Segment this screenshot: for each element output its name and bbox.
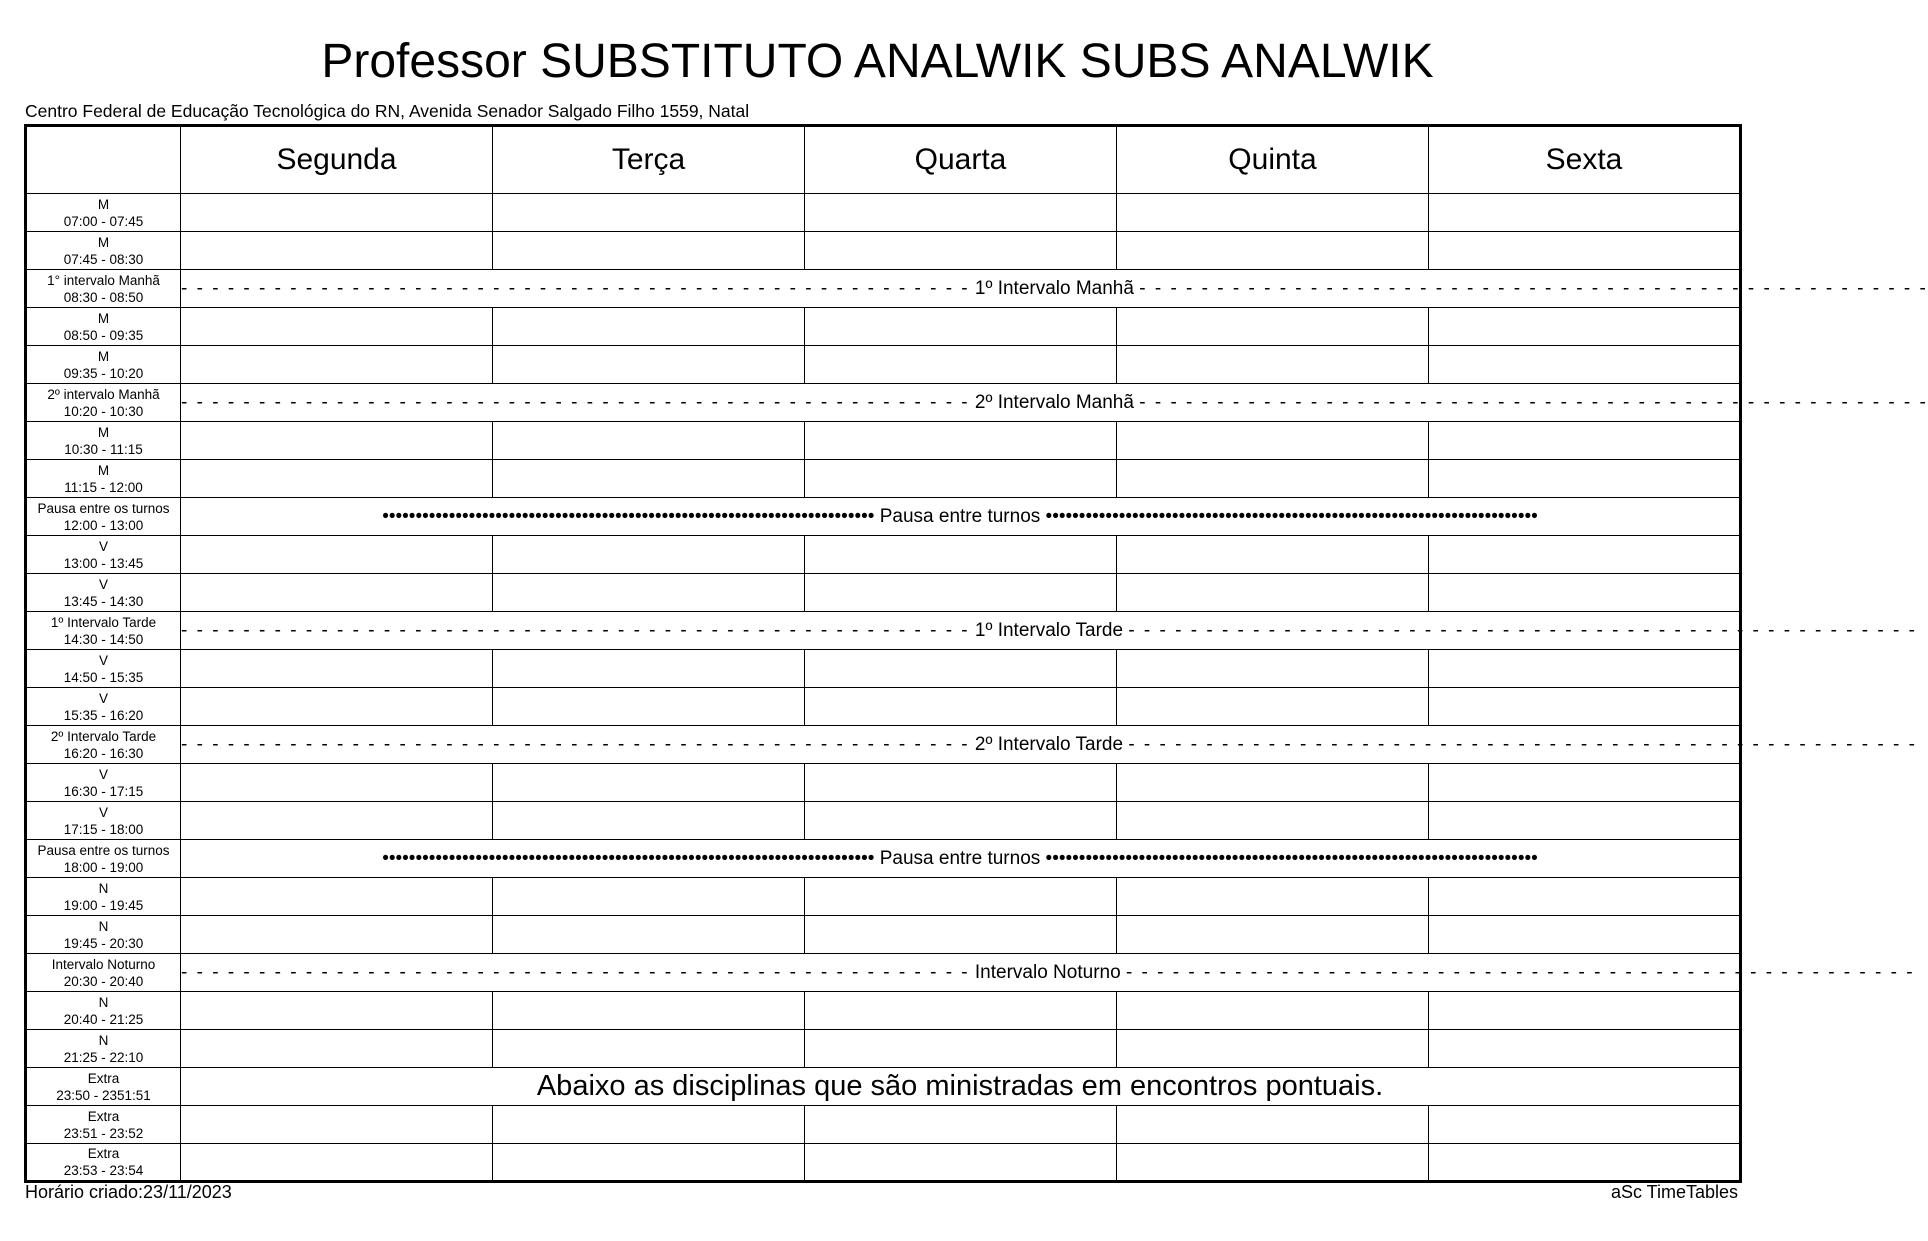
day-header-row (26, 126, 1741, 194)
lesson-cell[interactable] (1117, 802, 1429, 840)
period-name: 1º Intervalo Tarde (50, 614, 157, 630)
time-slot-label (26, 422, 181, 460)
brand-credit: aSc TimeTables (1610, 1182, 1738, 1202)
lesson-cell[interactable] (1117, 916, 1429, 954)
period-time: 19:00 - 19:45 (63, 897, 144, 913)
lesson-cell[interactable] (493, 992, 805, 1030)
lesson-cell[interactable] (805, 1106, 1117, 1144)
dot-line: •••••••••••••••••••••••••••••••••••••••••••••••••••••••••••••••••••••••••• (1045, 847, 1538, 869)
dash-line: - - - - - - - - - - - - - - - - - - - - - - - - - - - - - - - - - - - - - - - - - - - - - - - - - - - (1128, 619, 1917, 641)
period-name: Extra (87, 1070, 120, 1086)
lesson-cell[interactable] (1117, 1144, 1429, 1182)
lesson-cell[interactable] (181, 1144, 493, 1182)
lesson-cell[interactable] (181, 536, 493, 574)
lesson-cell[interactable] (181, 346, 493, 384)
time-slot-label (26, 232, 181, 270)
time-slot-label (26, 460, 181, 498)
dot-line: •••••••••••••••••••••••••••••••••••••••••••••••••••••••••••••••••••••••••• (1045, 505, 1538, 527)
period-time: 23:51 - 23:52 (63, 1125, 144, 1141)
break-banner (181, 726, 1917, 764)
lesson-cell[interactable] (1429, 802, 1741, 840)
period-name: N (98, 880, 109, 896)
time-slot-label (26, 1068, 181, 1106)
lesson-cell[interactable] (805, 802, 1117, 840)
dash-line: - - - - - - - - - - - - - - - - - - - - - - - - - - - - - - - - - - - - - - - - - - - - - - - - - - - (181, 391, 970, 413)
break-row (26, 954, 1741, 992)
day-header-quinta: Quinta (1117, 126, 1429, 194)
lesson-cell[interactable] (493, 764, 805, 802)
period-name: N (98, 918, 109, 934)
lesson-cell[interactable] (493, 1030, 805, 1068)
lesson-cell[interactable] (1429, 878, 1741, 916)
period-name: V (98, 576, 108, 592)
lesson-cell[interactable] (1117, 422, 1429, 460)
period-time: 07:45 - 08:30 (63, 251, 144, 267)
timetable-row (26, 422, 1741, 460)
lesson-cell[interactable] (181, 764, 493, 802)
time-slot-label (26, 1144, 181, 1182)
period-time: 07:00 - 07:45 (63, 213, 144, 229)
lesson-cell[interactable] (1429, 1144, 1741, 1182)
period-time: 08:50 - 09:35 (63, 327, 144, 343)
time-slot-label (26, 498, 181, 536)
period-name: V (98, 804, 108, 820)
time-slot-label (26, 612, 181, 650)
lesson-cell[interactable] (1429, 688, 1741, 726)
day-header-segunda: Segunda (181, 126, 493, 194)
pause-row (26, 840, 1741, 878)
time-slot-label (26, 954, 181, 992)
period-name: M (97, 234, 110, 250)
lesson-cell[interactable] (1429, 992, 1741, 1030)
lesson-cell[interactable] (1429, 232, 1741, 270)
lesson-cell[interactable] (493, 422, 805, 460)
lesson-cell[interactable] (493, 1106, 805, 1144)
lesson-cell[interactable] (181, 460, 493, 498)
break-label: 2º Intervalo Manhã (974, 391, 1134, 413)
time-slot-label (26, 574, 181, 612)
period-time: 14:30 - 14:50 (63, 631, 144, 647)
lesson-cell[interactable] (805, 916, 1117, 954)
lesson-cell[interactable] (181, 916, 493, 954)
lesson-cell[interactable] (1117, 1030, 1429, 1068)
lesson-cell[interactable] (493, 878, 805, 916)
period-name: Extra (87, 1146, 120, 1161)
break-label: Pausa entre turnos (879, 505, 1041, 527)
time-slot-label (26, 346, 181, 384)
lesson-cell[interactable] (493, 346, 805, 384)
break-banner (181, 954, 1915, 992)
timetable-row (26, 650, 1741, 688)
lesson-cell[interactable] (1429, 574, 1741, 612)
dash-line: - - - - - - - - - - - - - - - - - - - - - - - - - - - - - - - - - - - - - - - - - - - - - - - - - - - (1128, 733, 1917, 755)
time-slot-label (26, 308, 181, 346)
time-slot-label (26, 1030, 181, 1068)
period-name: N (98, 994, 109, 1010)
timetable-row (26, 232, 1741, 270)
lesson-cell[interactable] (805, 764, 1117, 802)
lesson-cell[interactable] (805, 574, 1117, 612)
timetable-row (26, 194, 1741, 232)
lesson-cell[interactable] (805, 992, 1117, 1030)
pause-row (26, 498, 1741, 536)
lesson-cell[interactable] (181, 194, 493, 232)
period-name: 2º Intervalo Tarde (50, 728, 157, 744)
lesson-cell[interactable] (805, 194, 1117, 232)
dash-line: - - - - - - - - - - - - - - - - - - - - - - - - - - - - - - - - - - - - - - - - - - - - - - - - - - - (181, 277, 970, 299)
lesson-cell[interactable] (181, 1106, 493, 1144)
lesson-cell[interactable] (1429, 194, 1741, 232)
period-time: 13:00 - 13:45 (63, 555, 144, 571)
lesson-cell[interactable] (493, 460, 805, 498)
lesson-cell[interactable] (805, 1030, 1117, 1068)
time-slot-label (26, 764, 181, 802)
lesson-cell[interactable] (1117, 536, 1429, 574)
dash-line: - - - - - - - - - - - - - - - - - - - - - - - - - - - - - - - - - - - - - - - - - - - - - - - - - - - (181, 961, 970, 983)
time-slot-label (26, 992, 181, 1030)
lesson-cell[interactable] (181, 308, 493, 346)
timetable-row (26, 802, 1741, 840)
lesson-cell[interactable] (805, 688, 1117, 726)
period-time: 19:45 - 20:30 (63, 935, 144, 951)
time-slot-label (26, 270, 181, 308)
timetable-row (26, 916, 1741, 954)
dash-line: - - - - - - - - - - - - - - - - - - - - - - - - - - - - - - - - - - - - - - - - - - - - - - - - - - - (1125, 961, 1915, 983)
lesson-cell[interactable] (181, 688, 493, 726)
period-name: V (98, 652, 108, 668)
timetable-row (26, 574, 1741, 612)
period-name: V (98, 538, 108, 554)
lesson-cell[interactable] (1117, 764, 1429, 802)
lesson-cell[interactable] (493, 536, 805, 574)
corner-cell (26, 126, 181, 194)
page-title: Professor SUBSTITUTO ANALWIK SUBS ANALWIK (321, 35, 1434, 88)
period-time: 08:30 - 08:50 (63, 289, 144, 305)
lesson-cell[interactable] (1117, 308, 1429, 346)
lesson-cell[interactable] (181, 574, 493, 612)
lesson-cell[interactable] (1429, 346, 1741, 384)
timetable-row (26, 346, 1741, 384)
timetable (24, 124, 1928, 1183)
time-slot-label (26, 688, 181, 726)
period-name: Extra (87, 1108, 120, 1124)
period-name: Intervalo Noturno (51, 956, 156, 972)
institution-address: Centro Federal de Educação Tecnológica do RN, Avenida Senador Salgado Filho 1559, Natal (25, 101, 750, 121)
dot-line: •••••••••••••••••••••••••••••••••••••••••••••••••••••••••••••••••••••••••• (382, 505, 875, 527)
timetable-row (26, 1030, 1741, 1068)
lesson-cell[interactable] (1117, 1106, 1429, 1144)
lesson-cell[interactable] (1117, 346, 1429, 384)
break-label: Intervalo Noturno (974, 961, 1121, 983)
lesson-cell[interactable] (1117, 232, 1429, 270)
lesson-cell[interactable] (1429, 460, 1741, 498)
period-name: Pausa entre os turnos (37, 842, 170, 858)
dash-line: - - - - - - - - - - - - - - - - - - - - - - - - - - - - - - - - - - - - - - - - - - - - - - - - - - - (1139, 391, 1928, 413)
break-row (26, 270, 1741, 308)
time-slot-label (26, 194, 181, 232)
time-slot-label (26, 878, 181, 916)
lesson-cell[interactable] (805, 346, 1117, 384)
time-slot-label (26, 536, 181, 574)
timetable-row (26, 764, 1741, 802)
period-name: M (97, 462, 110, 478)
lesson-cell[interactable] (1117, 650, 1429, 688)
lesson-cell[interactable] (493, 1144, 805, 1182)
period-name: M (97, 424, 110, 440)
period-time: 20:40 - 21:25 (63, 1011, 144, 1027)
period-time: 23:53 - 23:54 (63, 1163, 144, 1178)
lesson-cell[interactable] (1117, 574, 1429, 612)
timetable-row (26, 536, 1741, 574)
break-row (26, 612, 1741, 650)
dash-line: - - - - - - - - - - - - - - - - - - - - - - - - - - - - - - - - - - - - - - - - - - - - - - - - - - - (181, 619, 970, 641)
dot-line: •••••••••••••••••••••••••••••••••••••••••••••••••••••••••••••••••••••••••• (382, 847, 875, 869)
lesson-cell[interactable] (805, 422, 1117, 460)
lesson-cell[interactable] (493, 232, 805, 270)
timetable-row (26, 308, 1741, 346)
period-time: 21:25 - 22:10 (63, 1049, 144, 1065)
lesson-cell[interactable] (805, 1144, 1117, 1182)
lesson-cell[interactable] (805, 878, 1117, 916)
time-slot-label (26, 384, 181, 422)
period-time: 18:00 - 19:00 (63, 859, 144, 875)
timetable-row (26, 878, 1741, 916)
day-header-quarta: Quarta (805, 126, 1117, 194)
dash-line: - - - - - - - - - - - - - - - - - - - - - - - - - - - - - - - - - - - - - - - - - - - - - - - - - - - (181, 733, 970, 755)
lesson-cell[interactable] (1429, 764, 1741, 802)
break-label: 1º Intervalo Tarde (974, 619, 1124, 641)
break-label: 1º Intervalo Manhã (974, 277, 1134, 299)
lesson-cell[interactable] (1429, 422, 1741, 460)
lesson-cell[interactable] (1429, 1106, 1741, 1144)
lesson-cell[interactable] (805, 308, 1117, 346)
period-name: Pausa entre os turnos (37, 500, 170, 516)
lesson-cell[interactable] (493, 574, 805, 612)
time-slot-label (26, 726, 181, 764)
period-name: N (98, 1032, 109, 1048)
period-name: 2º intervalo Manhã (47, 386, 160, 402)
day-header-sexta: Sexta (1429, 126, 1741, 194)
lesson-cell[interactable] (805, 536, 1117, 574)
period-time: 14:50 - 15:35 (63, 669, 144, 685)
extra-note-row (26, 1068, 1741, 1106)
lesson-cell[interactable] (493, 194, 805, 232)
lesson-cell[interactable] (1117, 460, 1429, 498)
lesson-cell[interactable] (1117, 992, 1429, 1030)
break-label: Pausa entre turnos (879, 847, 1041, 869)
lesson-cell[interactable] (181, 650, 493, 688)
lesson-cell[interactable] (181, 1030, 493, 1068)
period-time: 13:45 - 14:30 (63, 593, 144, 609)
period-name: M (97, 310, 110, 326)
pause-banner (181, 498, 1741, 536)
timetable-row (26, 460, 1741, 498)
break-banner (181, 612, 1917, 650)
dash-line: - - - - - - - - - - - - - - - - - - - - - - - - - - - - - - - - - - - - - - - - - - - - - - - - - - - (1139, 277, 1928, 299)
break-row (26, 726, 1741, 764)
lesson-cell[interactable] (1429, 308, 1741, 346)
period-time: 09:35 - 10:20 (63, 365, 144, 381)
period-name: M (97, 196, 110, 212)
period-time: 17:15 - 18:00 (63, 821, 144, 837)
break-banner (181, 270, 1928, 308)
lesson-cell[interactable] (805, 460, 1117, 498)
pause-banner (181, 840, 1741, 878)
lesson-cell[interactable] (181, 422, 493, 460)
timetable-row (26, 1106, 1741, 1144)
lesson-cell[interactable] (181, 802, 493, 840)
lesson-cell[interactable] (493, 688, 805, 726)
period-name: V (98, 690, 108, 706)
timetable-row (26, 688, 1741, 726)
period-time: 15:35 - 16:20 (63, 707, 144, 723)
time-slot-label (26, 650, 181, 688)
period-time: 10:20 - 10:30 (63, 403, 144, 419)
lesson-cell[interactable] (1117, 194, 1429, 232)
time-slot-label (26, 802, 181, 840)
break-row (26, 384, 1741, 422)
period-name: 1° intervalo Manhã (47, 272, 160, 288)
period-time: 20:30 - 20:40 (63, 973, 144, 989)
timetable-row (26, 992, 1741, 1030)
lesson-cell[interactable] (181, 878, 493, 916)
lesson-cell[interactable] (1429, 916, 1741, 954)
lesson-cell[interactable] (493, 916, 805, 954)
period-time: 12:00 - 13:00 (63, 517, 144, 533)
period-time: 16:30 - 17:15 (63, 783, 144, 799)
lesson-cell[interactable] (181, 992, 493, 1030)
lesson-cell[interactable] (805, 650, 1117, 688)
lesson-cell[interactable] (181, 232, 493, 270)
extra-note: Abaixo as disciplinas que são ministradas em encontros pontuais. (181, 1068, 1741, 1106)
break-banner (181, 384, 1928, 422)
lesson-cell[interactable] (493, 650, 805, 688)
lesson-cell[interactable] (1117, 688, 1429, 726)
period-time: 10:30 - 11:15 (64, 441, 143, 457)
lesson-cell[interactable] (1429, 1030, 1741, 1068)
time-slot-label (26, 840, 181, 878)
lesson-cell[interactable] (1429, 650, 1741, 688)
time-slot-label (26, 1106, 181, 1144)
period-name: M (97, 348, 110, 364)
lesson-cell[interactable] (1117, 878, 1429, 916)
break-label: 2º Intervalo Tarde (974, 733, 1124, 755)
created-date: Horário criado:23/11/2023 (25, 1182, 232, 1202)
time-slot-label (26, 916, 181, 954)
period-time: 16:20 - 16:30 (63, 745, 144, 761)
day-header-terca: Terça (493, 126, 805, 194)
lesson-cell[interactable] (493, 802, 805, 840)
period-time: 11:15 - 12:00 (64, 479, 143, 495)
lesson-cell[interactable] (493, 308, 805, 346)
period-time: 23:50 - 2351:51 (56, 1087, 151, 1103)
lesson-cell[interactable] (805, 232, 1117, 270)
lesson-cell[interactable] (1429, 536, 1741, 574)
timetable-row (26, 1144, 1741, 1182)
period-name: V (98, 766, 108, 782)
